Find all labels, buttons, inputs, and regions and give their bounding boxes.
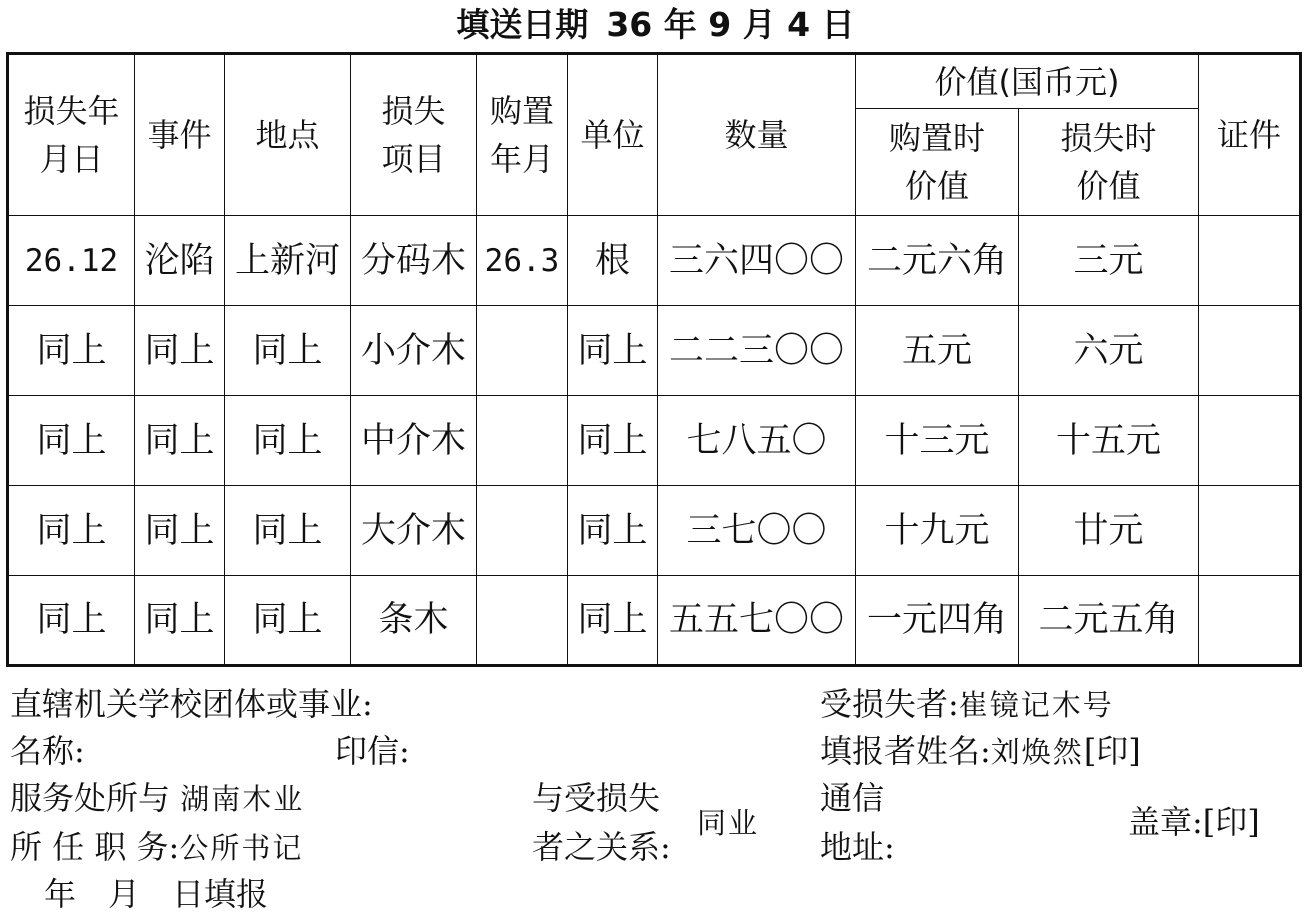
col-value-group: 价值(国币元) xyxy=(856,54,1199,109)
cell-event: 同上 xyxy=(135,576,225,666)
col-value-loss: 损失时价值 xyxy=(1019,109,1199,216)
cell-item: 中介木 xyxy=(351,396,477,486)
cell-item: 大介木 xyxy=(351,486,477,576)
table-row xyxy=(8,576,1301,666)
victim-line xyxy=(820,680,1114,729)
cell-purchase-date xyxy=(477,576,568,666)
filler-label: 填报者姓名: xyxy=(820,732,991,770)
cell-purchase-date: 26.3 xyxy=(477,216,568,306)
cell-unit: 同上 xyxy=(568,306,658,396)
col-purchase-date: 购置年月 xyxy=(477,54,568,216)
cell-certificate xyxy=(1199,306,1301,396)
position-value: 公所书记 xyxy=(179,831,304,865)
cell-value-loss: 二元五角 xyxy=(1019,576,1199,666)
cell-unit: 同上 xyxy=(568,576,658,666)
col-item: 损失项目 xyxy=(351,54,477,216)
position-label: 所 任 职 务: xyxy=(10,828,180,866)
filler-seal: [印] xyxy=(1083,732,1141,770)
cell-value-purchase: 十九元 xyxy=(856,486,1019,576)
cell-purchase-date xyxy=(477,486,568,576)
table-row xyxy=(8,486,1301,576)
date-value: 36 年 9 月 4 日 xyxy=(606,5,855,44)
name-label: 名称: xyxy=(10,732,85,770)
cell-certificate xyxy=(1199,486,1301,576)
cell-event: 沦陷 xyxy=(135,216,225,306)
cell-place: 同上 xyxy=(225,576,351,666)
address-label-2: 地址: xyxy=(820,828,895,866)
cell-item: 小介木 xyxy=(351,306,477,396)
stamp-label: 盖章: xyxy=(1128,803,1203,841)
org-label: 直辖机关学校团体或事业: xyxy=(10,685,373,723)
cell-loss-date: 同上 xyxy=(8,576,135,666)
col-event: 事件 xyxy=(135,54,225,216)
form-date-header xyxy=(0,2,1311,48)
cell-quantity: 五五七〇〇 xyxy=(658,576,856,666)
filler-value: 刘焕然 xyxy=(990,735,1084,769)
cell-value-loss: 十五元 xyxy=(1019,396,1199,486)
cell-certificate xyxy=(1199,396,1301,486)
col-loss-date: 损失年月日 xyxy=(8,54,135,216)
loss-table xyxy=(6,52,1302,667)
col-quantity: 数量 xyxy=(658,54,856,216)
cell-quantity: 三七〇〇 xyxy=(658,486,856,576)
col-unit: 单位 xyxy=(568,54,658,216)
table-row xyxy=(8,306,1301,396)
cell-purchase-date xyxy=(477,396,568,486)
cell-value-purchase: 五元 xyxy=(856,306,1019,396)
cell-loss-date: 26.12 xyxy=(8,216,135,306)
fill-date-line: 年 月 日填报 xyxy=(44,875,269,913)
position-line xyxy=(10,823,303,872)
cell-event: 同上 xyxy=(135,306,225,396)
cell-quantity: 七八五〇 xyxy=(658,396,856,486)
cell-place: 同上 xyxy=(225,306,351,396)
cell-loss-date: 同上 xyxy=(8,396,135,486)
service-line xyxy=(10,774,304,823)
cell-value-loss: 六元 xyxy=(1019,306,1199,396)
cell-certificate xyxy=(1199,216,1301,306)
cell-loss-date: 同上 xyxy=(8,486,135,576)
col-value-purchase: 购置时价值 xyxy=(856,109,1019,216)
cell-value-purchase: 二元六角 xyxy=(856,216,1019,306)
cell-item: 分码木 xyxy=(351,216,477,306)
table-row xyxy=(8,216,1301,306)
victim-label: 受损失者: xyxy=(820,685,959,723)
relation-label-1: 与受损失 xyxy=(532,779,661,817)
cell-place: 上新河 xyxy=(225,216,351,306)
service-value: 湖南木业 xyxy=(180,782,305,816)
stamp-line xyxy=(1128,798,1260,846)
seal-label: 印信: xyxy=(335,732,410,770)
cell-unit: 同上 xyxy=(568,486,658,576)
cell-event: 同上 xyxy=(135,486,225,576)
relation-value: 同业 xyxy=(697,806,760,840)
cell-place: 同上 xyxy=(225,486,351,576)
cell-value-purchase: 一元四角 xyxy=(856,576,1019,666)
cell-loss-date: 同上 xyxy=(8,306,135,396)
service-label: 服务处所与 xyxy=(10,779,171,817)
cell-event: 同上 xyxy=(135,396,225,486)
cell-unit: 根 xyxy=(568,216,658,306)
cell-purchase-date xyxy=(477,306,568,396)
cell-certificate xyxy=(1199,576,1301,666)
filler-line xyxy=(820,727,1141,776)
victim-value: 崔镜记木号 xyxy=(958,688,1114,722)
relation-label-2: 者之关系: xyxy=(532,828,671,866)
cell-quantity: 三六四〇〇 xyxy=(658,216,856,306)
cell-value-loss: 廿元 xyxy=(1019,486,1199,576)
cell-unit: 同上 xyxy=(568,396,658,486)
cell-place: 同上 xyxy=(225,396,351,486)
cell-quantity: 二二三〇〇 xyxy=(658,306,856,396)
col-certificate: 证件 xyxy=(1199,54,1301,216)
col-place: 地点 xyxy=(225,54,351,216)
date-label: 填送日期 xyxy=(456,5,589,44)
address-label-1: 通信 xyxy=(820,779,885,817)
stamp-value: [印] xyxy=(1202,803,1260,841)
cell-value-loss: 三元 xyxy=(1019,216,1199,306)
table-row xyxy=(8,396,1301,486)
cell-value-purchase: 十三元 xyxy=(856,396,1019,486)
cell-item: 条木 xyxy=(351,576,477,666)
